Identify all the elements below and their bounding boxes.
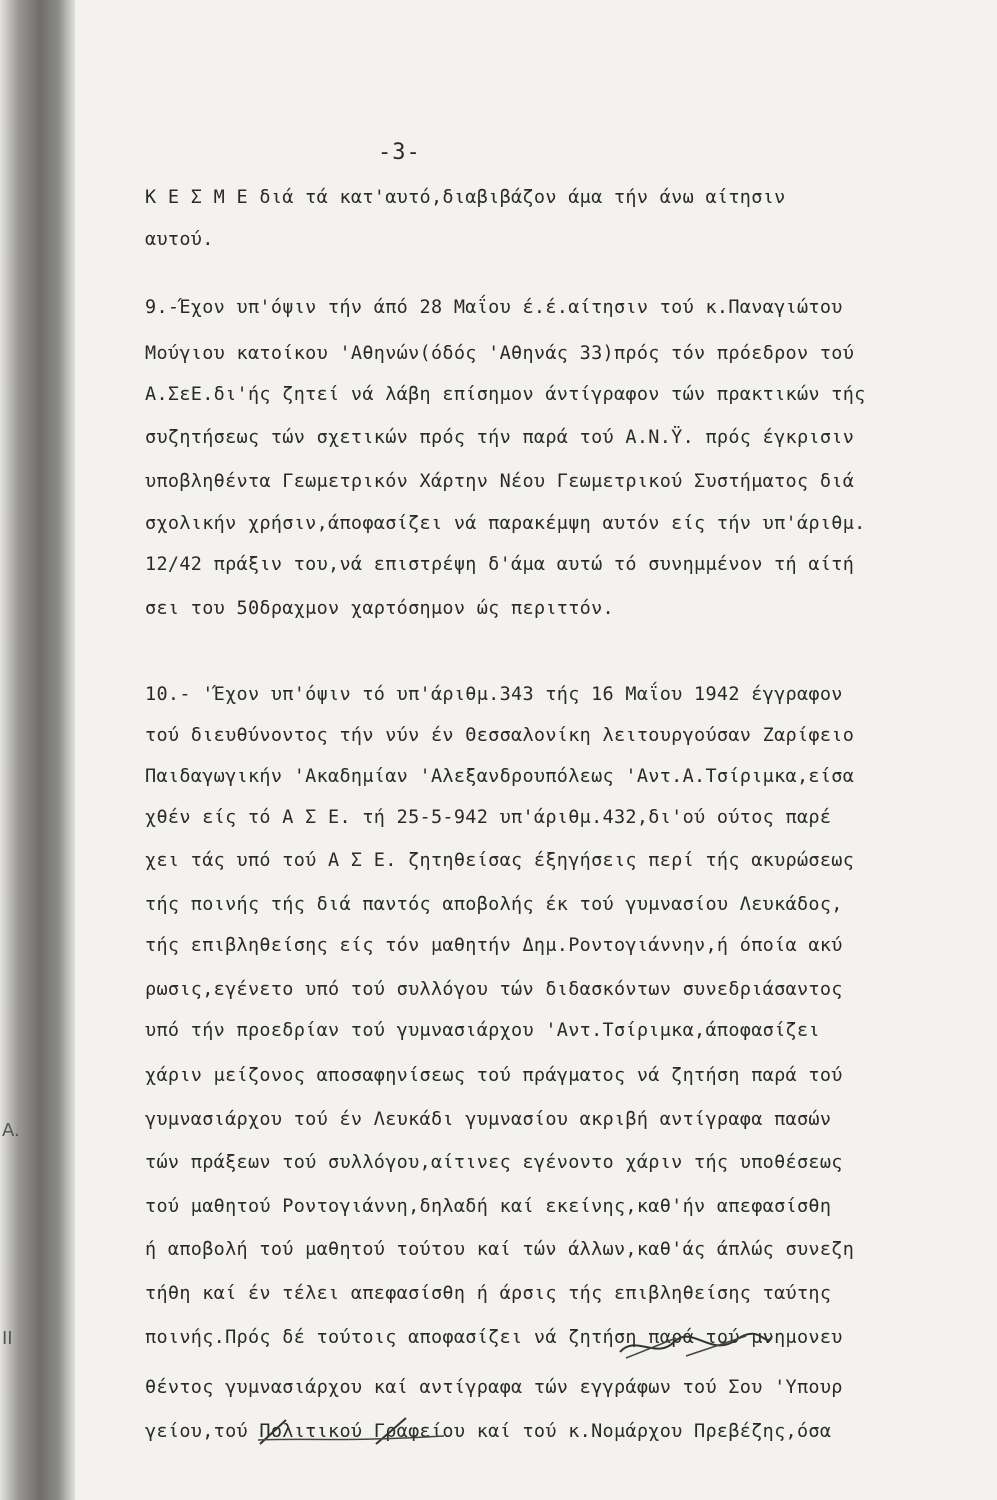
text-line: ή αποβολή τού μαθητού τούτου καί τών άλλων,καθ'άς άπλώς συνεζη <box>145 1239 855 1260</box>
text-line: 10.- 'Έχον υπ'όψιν τό υπ'άριθμ.343 τής 16 Μαΐου 1942 έγγραφον <box>145 684 843 705</box>
margin-mark: II <box>2 1328 13 1349</box>
text-line: Παιδαγωγικήν 'Ακαδημίαν 'Αλεξανδρουπόλεως 'Αντ.Α.Τσίριμκα,είσα <box>145 766 855 787</box>
scan-edge-shadow <box>0 0 75 1500</box>
margin-mark: A. <box>2 1120 20 1141</box>
text-line: τήθη καί έν τέλει απεφασίσθη ή άρσις τής επιβληθείσης ταύτης <box>145 1283 832 1304</box>
text-line: σχολικήν χρήσιν,άποφασίζει νά παρακέμψη αυτόν είς τήν υπ'άριθμ. <box>145 513 866 534</box>
text-line: Α.ΣεΕ.δι'ής ζητεί νά λάβη επίσημον άντίγραφον τών πρακτικών τής <box>145 384 866 405</box>
handwritten-correction-mark <box>256 1414 446 1448</box>
text-line: τής επιβληθείσης είς τόν μαθητήν Δημ.Ροντογιάννην,ή όποία ακύ <box>145 935 843 956</box>
text-line: υπό τήν προεδρίαν τού γυμνασιάρχου 'Αντ.Τσίριμκα,άποφασίζει <box>145 1020 820 1041</box>
text-line: Κ Ε Σ Μ Ε διά τά κατ'αυτό,διαβιβάζον άμα τήν άνω αίτησιν <box>145 187 786 208</box>
text-line: χάριν μείζονος αποσαφηνίσεως τού πράγματος νά ζητήση παρά τού <box>145 1065 843 1086</box>
text-line: χει τάς υπό τού Α Σ Ε. ζητηθείσας έξηγήσεις περί τής ακυρώσεως <box>145 850 855 871</box>
page-number: -3- <box>378 140 421 165</box>
text-line: συζητήσεως τών σχετικών πρός τήν παρά τού Α.Ν.Ϋ. πρός έγκρισιν <box>145 427 855 448</box>
text-line: ρωσις,εγένετο υπό τού συλλόγου τών διδασκόντων συνεδριάσαντος <box>145 979 843 1000</box>
text-line: 9.-Έχον υπ'όψιν τήν άπό 28 Μαΐου έ.έ.αίτησιν τού κ.Παναγιώτου <box>145 297 843 318</box>
handwritten-correction-mark <box>616 1330 776 1364</box>
text-line: τών πράξεων τού συλλόγου,αίτινες εγένοντο χάριν τής υποθέσεως <box>145 1152 843 1173</box>
text-line: σει του 50δραχμον χαρτόσημον ώς περιττόν. <box>145 598 614 619</box>
text-line: υποβληθέντα Γεωμετρικόν Χάρτην Νέου Γεωμετρικού Συστήματος διά <box>145 471 855 492</box>
text-line: τής ποινής τής διά παντός αποβολής έκ τού γυμνασίου Λευκάδος, <box>145 894 843 915</box>
text-line: ποινής.Πρός δέ τούτοις αποφασίζει νά ζητήση παρά τού μνημονευ <box>145 1327 843 1348</box>
text-line: τού μαθητού Ροντογιάννη,δηλαδή καί εκείνης,καθ'ήν απεφασίσθη <box>145 1196 832 1217</box>
text-line: γυμνασιάρχου τού έν Λευκάδι γυμνασίου ακριβή αντίγραφα πασών <box>145 1109 832 1130</box>
text-line: Μούγιου κατοίκου 'Αθηνών(όδός 'Αθηνάς 33)πρός τόν πρόεδρον τού <box>145 343 855 364</box>
text-line: θέντος γυμνασιάρχου καί αντίγραφα τών εγγράφων τού Σου 'Υπουρ <box>145 1377 843 1398</box>
text-line: χθέν είς τό Α Σ Ε. τή 25-5-942 υπ'άριθμ.432,δι'ού ούτος παρέ <box>145 807 832 828</box>
text-line: αυτού. <box>145 229 214 250</box>
text-line: 12/42 πράξιν του,νά επιστρέψη δ'άμα αυτώ τό συνημμένον τή αίτή <box>145 554 855 575</box>
text-line: τού διευθύνοντος τήν νύν έν Θεσσαλονίκη λειτουργούσαν Ζαρίφειο <box>145 725 855 746</box>
text-line: γείου,τού Πολιτικού Γραφείου καί τού κ.Νομάρχου Πρεβέζης,όσα <box>145 1421 832 1442</box>
